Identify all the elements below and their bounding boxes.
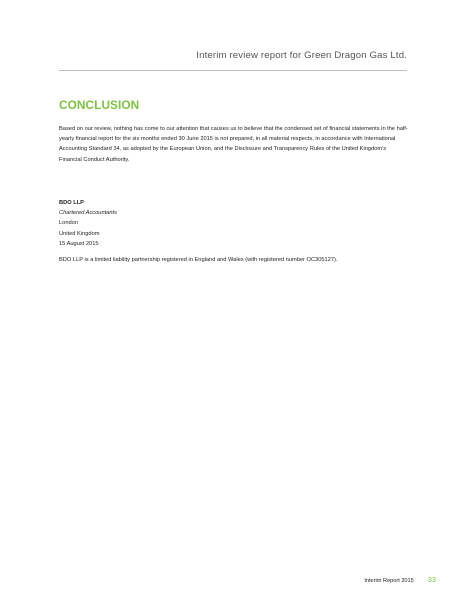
registration-note: BDO LLP is a limited liability partnership registered in England and Wales (with registered number OC305127). xyxy=(59,257,338,263)
auditor-country: United Kingdom xyxy=(59,230,100,237)
auditor-signature-block xyxy=(59,198,117,249)
page-footer xyxy=(364,575,436,584)
auditor-city: London xyxy=(59,220,78,227)
section-heading: CONCLUSION xyxy=(59,98,140,112)
auditor-role: Chartered Accountants xyxy=(59,210,117,217)
report-date: 15 August 2015 xyxy=(59,240,99,247)
header-divider xyxy=(59,70,407,71)
page-number: 33 xyxy=(427,575,436,584)
auditor-name: BDO LLP xyxy=(59,200,84,206)
conclusion-paragraph: Based on our review, nothing has come to our attention that causes us to believe that the condensed set of financial statements in the half-yearly financial report for the six months ended 30 June 2015 is not prepared, in all material respects, in accordance with International Accounting Standard 34, as adopted by the European Union, and the Disclosure and Transparency Rules of the United Kingdom's Financial Conduct Authority. xyxy=(59,126,408,163)
page-header-title: Interim review report for Green Dragon Gas Ltd. xyxy=(196,50,407,61)
footer-report-label: Interim Report 2015 xyxy=(364,578,414,584)
